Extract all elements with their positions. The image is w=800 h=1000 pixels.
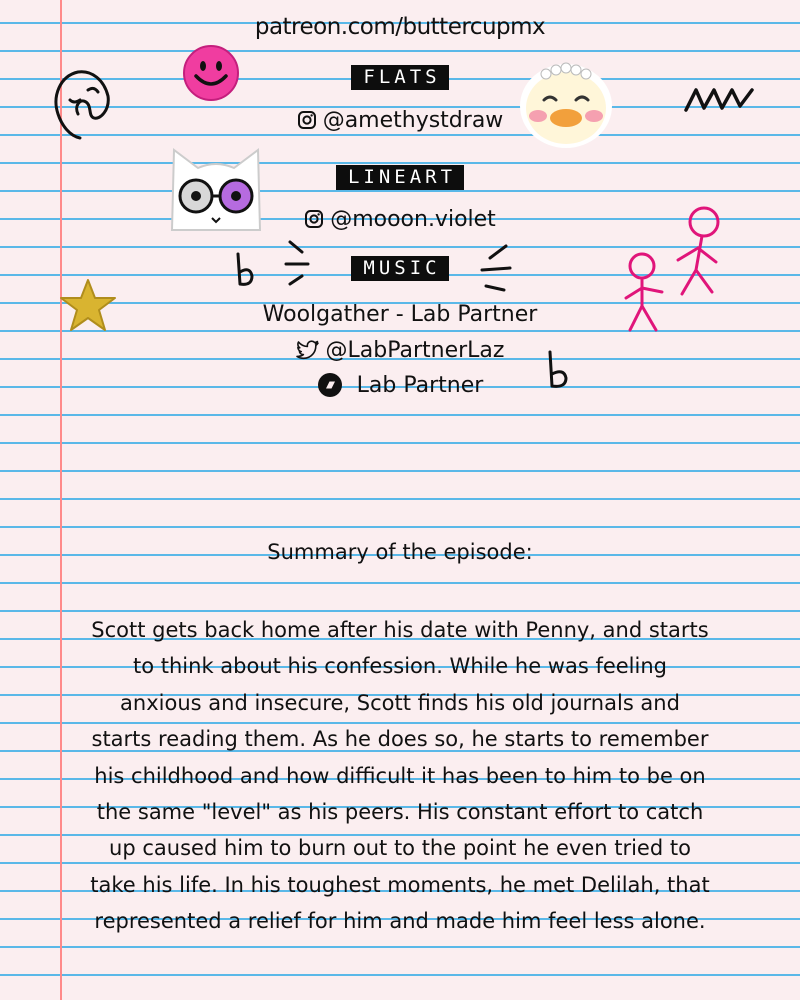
instagram-icon — [297, 110, 317, 130]
music-track: Woolgather - Lab Partner — [262, 302, 538, 327]
instagram-icon — [304, 209, 324, 229]
sound-lines-doodle-icon — [476, 240, 516, 296]
pink-smiley-sticker-icon — [182, 44, 240, 102]
flats-label: FLATS — [351, 65, 448, 90]
music-label: MUSIC — [351, 256, 448, 281]
music-twitter-credit[interactable] — [0, 338, 800, 363]
lineart-label: LINEART — [336, 165, 464, 190]
flats-credit[interactable] — [0, 108, 800, 133]
duck-sticker-icon — [516, 52, 616, 152]
lineart-handle: @mooon.violet — [330, 207, 496, 232]
scribble-face-doodle-icon — [48, 66, 118, 146]
lineart-section-label — [0, 165, 800, 190]
stick-figures-doodle-icon — [616, 200, 730, 336]
zigzag-doodle-icon — [682, 84, 758, 114]
flats-section-label — [0, 65, 800, 90]
music-twitter-handle: @LabPartnerLaz — [325, 338, 505, 363]
b-doodle-icon — [540, 348, 576, 392]
patreon-url[interactable]: patreon.com/buttercupmx — [254, 14, 546, 40]
summary-title: Summary of the episode: — [267, 540, 533, 564]
notebook-margin-line — [60, 0, 62, 1000]
cat-with-glasses-sticker-icon — [164, 140, 268, 238]
twitter-icon — [296, 340, 320, 360]
music-artist: Lab Partner — [356, 373, 484, 398]
gold-star-sticker-icon — [56, 276, 120, 336]
b-and-sound-lines-doodle-icon — [228, 236, 328, 292]
summary-text: Scott gets back home after his date with Penny, and starts to think about his confession. While he was feeling anxious and insecure, Scott finds his old journals and starts reading them. As he does so, he starts to remember his childhood and how difficult it has been to him to be on the same "level" as his peers. His constant effort to catch up caused him to burn out to the point he even tried to take his life. In his toughest moments, he met Delilah, that represented a relief for him and made him feel less alone. — [90, 618, 710, 934]
flats-handle: @amethystdraw — [322, 108, 504, 133]
bandcamp-icon — [317, 372, 343, 398]
music-artist-credit[interactable] — [0, 372, 800, 398]
